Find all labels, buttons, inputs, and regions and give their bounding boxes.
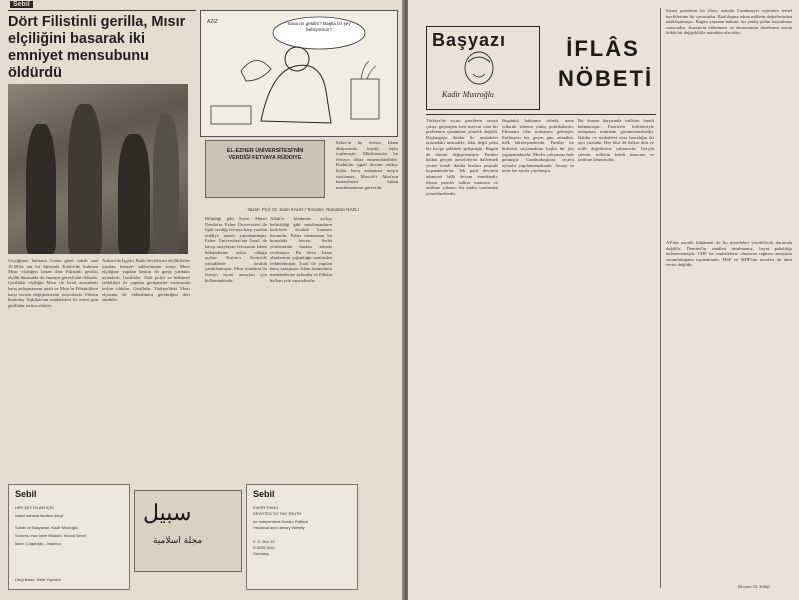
fatwa-author: Yazan: Prof. Dr. Sabri SALİH / Tercüme: Ramazan NAZLI [247, 207, 359, 212]
author-portrait [438, 50, 520, 86]
divider [426, 114, 656, 115]
cartoon-speech: Sana mı geldim? Başka bir şey bekliyorsun? [287, 21, 351, 32]
ad-line: P. O. Box 15 [253, 539, 275, 544]
ad-line: An independent Muslim Political [253, 519, 309, 524]
ad-line: İdare: Çağaloğlu - İstanbul [15, 541, 61, 546]
column-4: Siyasi partilerin bu iflası, aslında Cumhuriyet rejiminin temel tercihlerinin bir sonucudur. Batılılaşma adına milletin değerlerinden uzaklaşılmıştır. Bugün yaşanan buhran, bu yanlış yolun kaçınılmaz sonucudur. Anarşinin önlenmesi ve ekonominin düzelmesi ancak köklü bir değişiklikle mümkün olacaktır. [666, 8, 792, 36]
column-5: Ezher'in bu fetvası İslam dünyasında büyük tepki toplamıştır. Müslümanlar bu fetvaya itibar etmemektedirler. Kudüs'ün işgali devam ettikçe hiçbir barış anlaşması meşru sayılamaz. Mescid-i Aksa'nın kurtarılması bütün müslümanların görevidir. [336, 140, 398, 190]
news-photo [8, 84, 188, 254]
column-2: Ankara'da İşgalci Batılı devletlerin elçiliklerine yapılan benzeri saldırılardan sonra Mısır elçiliğine yapılan baskın da geniş yankılar uyandırdı. Gerillalar, Türk polisi ve hükümet yetkilileri ile yapılan görüşmeler sonucunda teslim oldular. Gerillalar Türkiye'deki Mısır elçisinin de öldürülmesi gerektiğini ileri sürdüler. [102, 258, 190, 303]
ad-line: Historical and Literary Weekly [253, 525, 305, 530]
right-page [408, 0, 799, 600]
cartoon [200, 10, 398, 137]
column-title: Başyazı [432, 30, 507, 50]
ad-title: Sebil [253, 489, 275, 499]
photo-figure [153, 114, 179, 254]
ad-line: Sorumlu Yazı İşleri Müdürü: Hüsnü Şenel [15, 533, 87, 538]
ad-line: İslami sahada tarafsız dergi [15, 513, 63, 518]
ad-arabic [134, 490, 242, 572]
headline: Dört Filistinli gerilla, Mısır elçiliğini basarak iki emniyet mensubunu öldürdü [8, 14, 186, 81]
cartoon-signature: AZIZ [207, 19, 218, 25]
ad-title: Sebil [15, 489, 37, 499]
photo-figure [118, 134, 150, 254]
column-divider [660, 8, 661, 588]
photo-figure [26, 124, 56, 254]
column-1: Geçtiğimiz haftanın Cuma günü sabah saat 10.30'da ani bir hücumla Kahire'de bulunan Mısır elçiliğini basan dört Filistinli gerilla, elçilik binasında iki emniyet görevlisini öldürdü. Gerillalar elçiliğin Mısır ile İsrail arasındaki barış anlaşmasının iptali ve Mısır'ın Filistinlilere karşı tavrını değiştirmesini istiyorlardı. Filistin Kurtuluş Teşkilatı'nın müdahalesi ile ertesi gün gerillalar teslim oldular. [8, 258, 98, 308]
column-4: Allah'ın kitabında açıkça belirtildiği gibi müslümanların kafirlerle dostluk kurması haramdır. Ezher ulemasının bu konudaki fetvası Sedat yönetiminin baskısı altında verilmiştir. Bu fetva İslam alimlerinin çoğunluğu tarafından reddedilmiştir. İsrail ile yapılan barış anlaşması İslam ümmetinin menfaatlerine aykırıdır ve Filistin halkını yok saymaktadır. [270, 216, 332, 283]
ad-line: Sahibi ve Başyazarı: Kadir Mısıroğlu [15, 525, 78, 530]
column-1: Türkiye'de siyasi partilerin ortaya çıkışı, geçmişten beri mevcut olan bir problemin çözümüne yönelik değildi. Başlangıçta iktidar ile muhalefet arasındaki mücadele, fikri değil şahsi bir kavga şeklinde gelişmiştir. Bugün de durum değişmemiştir. Partiler halkın gerçek meselelerini halletmek yerine kendi iktidar hırsları peşinde koşmaktadırlar. Tek parti devrinin zihniyeti hâlâ devam etmektedir. Siyasi partiler halkın inancına ve tarihine yabancı bir kadro tarafından yönetilmektedir. [426, 118, 498, 196]
arabic-subtitle: مجلة اسلامية [153, 536, 203, 546]
photo-figure [68, 104, 102, 254]
ad-sebil-tr [8, 484, 130, 590]
column-3: Bilindiği gibi Sayın Ahmet Deedat'ın Ezher Üniversitesi ile ilgili verdiği fetvaya karşı yazılan reddiye aynen yayınlanmıştır. Ezher Üniversitesi'nin İsrail ile barışı onaylayan fetvasının İslam hükümlerine aykırı olduğu açıktır. Kur'an-ı Kerim'de yahudilerle dostluk yasaklanmıştır. Mısır yönetimi bu fetvayı siyasi amaçları için kullanmaktadır. [205, 216, 267, 283]
column-2: Bugünkü buhranın sebebi, uzun yıllardır izlenen yanlış politikalardır. Ekonomi iflas noktasına gelmiştir. Enflasyon her geçen gün artmakta, halk fakirleşmektedir. Partiler ise birbirini suçlamaktan başka bir şey yapmamaktadır. Meclis çalışamaz hale gelmiştir. Cumhurbaşkanı seçimi aylardır yapılamamaktadır. Anarşi ve terör her tarafa yayılmıştır. [502, 118, 574, 174]
ad-line: HER ŞEY İSLAM İÇİN [15, 505, 54, 510]
ad-sebil-de [246, 484, 358, 590]
ad-line: DEVOTED TO THE TRUTH [253, 511, 302, 516]
ad-line: Dizgi Baskı: Sebil Yayınevi [15, 577, 61, 582]
header-rule [8, 10, 196, 11]
ad-line: EVERYTHING [253, 505, 279, 510]
header-tag: Sebil [10, 1, 33, 8]
continued-note: Devamı 15. Sahife [738, 584, 771, 589]
ad-line: D-5000 Köln [253, 545, 275, 550]
arabic-calligraphy: سبيل [143, 501, 192, 526]
column-3: Bu durum karşısında milletin ümidi kalmamıştır. Partilerin birbirleriyle uzlaşması mümkün görünmemektedir. İktidar ve muhalefet aynı hastalığın iki ayrı yüzüdür. Her ikisi de halkın dini ve milli değerlerine yabancıdır. Gerçek çözüm, milletin kendi inancına ve tarihine dönmesidir. [578, 118, 654, 163]
ad-line: Germany [253, 551, 269, 556]
fatwa-caption: EL-EZHER ÜNİVERSİTESİ'NİN VERDİĞİ FETVAYA RÜDDIYE [226, 148, 304, 161]
column-author: Kadir Mısıroğlu [442, 90, 494, 99]
column-4b: AP'nin azınlık hükümeti de bu meseleleri çözebilecek durumda değildir. Demirel'in vaadleri tutulmamış, hayat pahalılığı önlenememiştir. CHP ise muhalefette olmasına rağmen anarşinin sorumluluğunu taşımaktadır. MSP ve MHP'nin tavırları da ümit verici değildir. [666, 240, 792, 268]
headline: İFLÂS NÖBETİ [558, 36, 654, 91]
